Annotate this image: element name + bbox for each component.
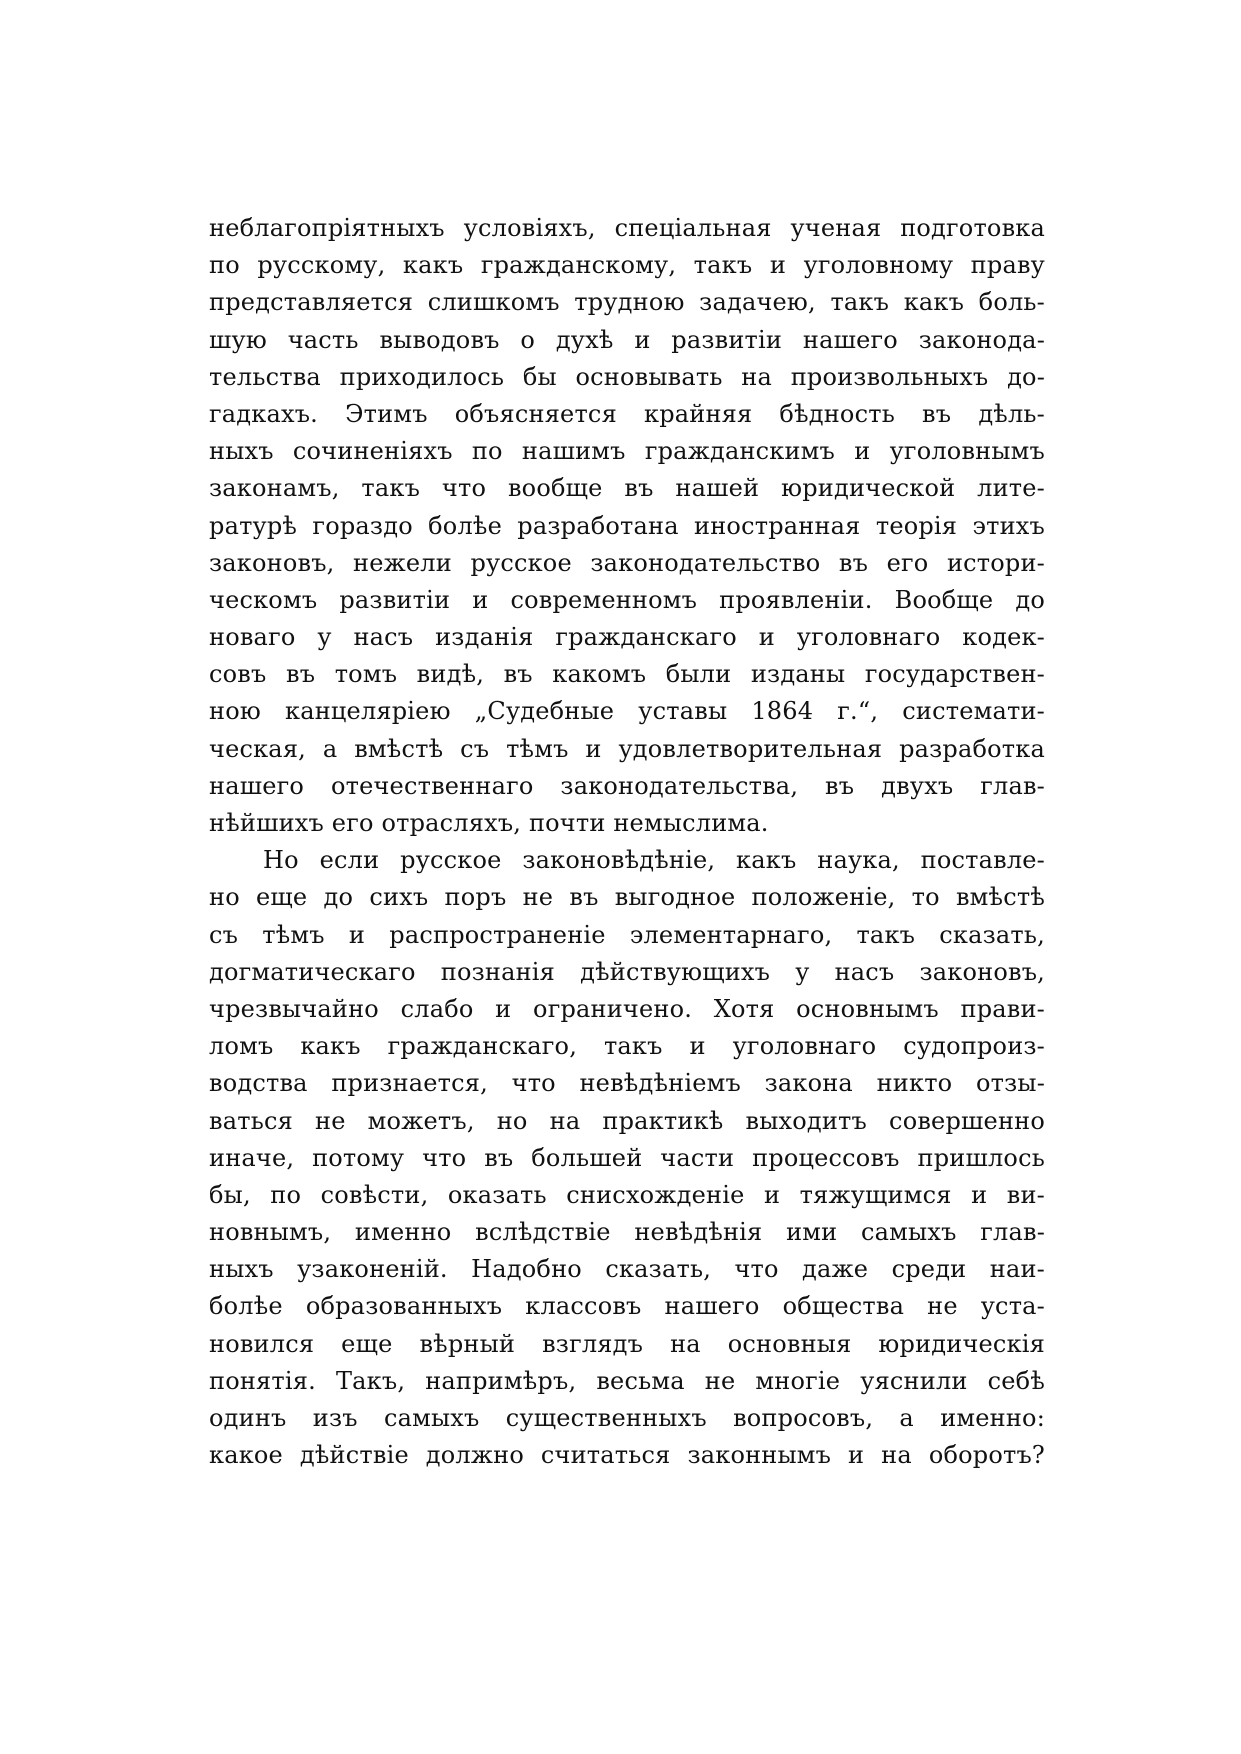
text-line: новнымъ, именно вслѣдствіе невѣдѣнія ими самыхъ глав-	[209, 1218, 1045, 1247]
text-line: неблагопріятныхъ условіяхъ, спеціальная ученая подготовка	[209, 214, 1045, 242]
text-line: догматическаго познанія дѣйствующихъ у насъ законовъ,	[209, 957, 1045, 986]
text-line: ваться не можетъ, но на практикѣ выходитъ совершенно	[209, 1106, 1045, 1135]
text-line: новился еще вѣрный взглядъ на основныя юридическія	[209, 1329, 1045, 1358]
text-line: ныхъ сочиненіяхъ по нашимъ гражданскимъ и уголовнымъ	[209, 437, 1045, 466]
text-line: съ тѣмъ и распространеніе элементарнаго, такъ сказать,	[209, 920, 1045, 949]
body-text	[209, 210, 1045, 1474]
text-line: совъ въ томъ видѣ, въ какомъ были изданы государствен-	[209, 660, 1045, 689]
text-line: по русскому, какъ гражданскому, такъ и уголовному праву	[209, 251, 1045, 280]
text-line: какое дѣйствіе должно считаться законнымъ и на оборотъ?	[209, 1441, 1045, 1470]
text-line: бы, по совѣсти, оказать снисхожденіе и тяжущимся и ви-	[209, 1180, 1045, 1209]
text-line: шую часть выводовъ о духѣ и развитіи нашего законода-	[209, 325, 1045, 354]
text-line: болѣе образованныхъ классовъ нашего общества не уста-	[209, 1292, 1045, 1321]
text-line: законовъ, нежели русское законодательство въ его истори-	[209, 548, 1045, 577]
text-line: чрезвычайно слабо и ограничено. Хотя основнымъ прави-	[209, 994, 1045, 1023]
text-line: нашего отечественнаго законодательства, въ двухъ глав-	[209, 771, 1045, 800]
text-line: представляется слишкомъ трудною задачею, такъ какъ боль-	[209, 288, 1045, 317]
text-line: ратурѣ гораздо болѣе разработана иностранная теорія этихъ	[209, 511, 1045, 540]
text-line: Но если русское законовѣдѣніе, какъ наука, поставле-	[263, 846, 1045, 875]
text-line: ныхъ узаконеній. Надобно сказать, что даже среди наи-	[209, 1255, 1045, 1284]
text-line: водства признается, что невѣдѣніемъ закона никто отзы-	[209, 1069, 1045, 1098]
text-line: но еще до сихъ поръ не въ выгодное положеніе, то вмѣстѣ	[209, 883, 1045, 912]
text-line: новаго у насъ изданія гражданскаго и уголовнаго кодек-	[209, 623, 1045, 652]
text-line: ломъ какъ гражданскаго, такъ и уголовнаго судопроиз-	[209, 1032, 1045, 1061]
text-line: ною канцеляріею „Судебные уставы 1864 г.“, системати-	[209, 697, 1045, 726]
text-line: нѣйшихъ его отрасляхъ, почти немыслима.	[209, 809, 769, 837]
text-line: иначе, потому что въ большей части процессовъ пришлось	[209, 1143, 1045, 1172]
text-line: одинъ изъ самыхъ существенныхъ вопросовъ, а именно:	[209, 1404, 1045, 1432]
text-line: понятія. Такъ, напримѣръ, весьма не многіе уяснили себѣ	[209, 1366, 1045, 1395]
text-line: тельства приходилось бы основывать на произвольныхъ до-	[209, 362, 1045, 391]
text-line: законамъ, такъ что вообще въ нашей юридической лите-	[209, 474, 1045, 503]
text-line: ческая, а вмѣстѣ съ тѣмъ и удовлетворительная разработка	[209, 734, 1045, 763]
text-line: ческомъ развитіи и современномъ проявленіи. Вообще до	[209, 585, 1045, 614]
text-line: гадкахъ. Этимъ объясняется крайняя бѣдность въ дѣль-	[209, 399, 1045, 428]
